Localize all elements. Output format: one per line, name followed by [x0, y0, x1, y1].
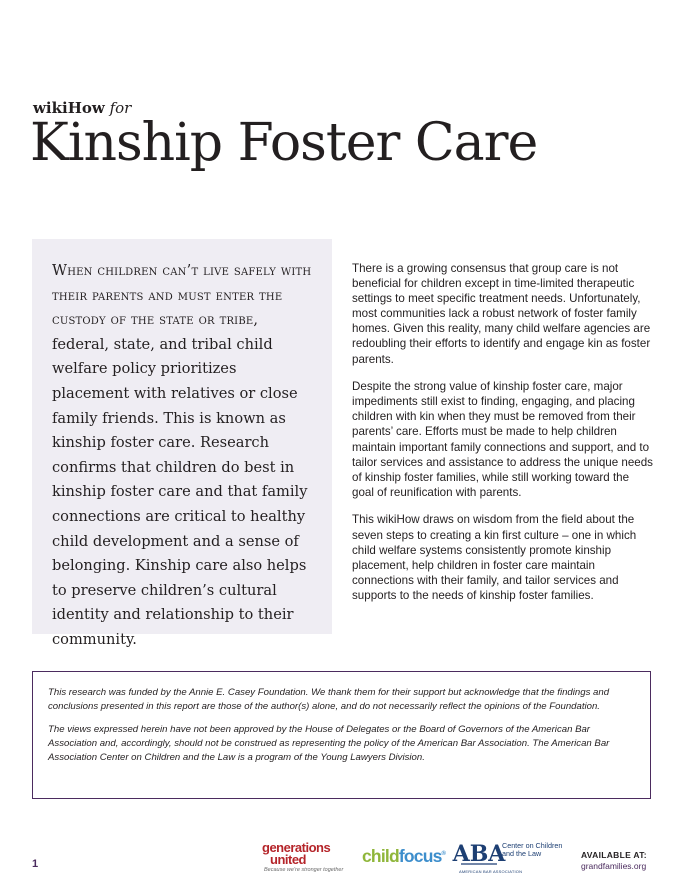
generations-united-logo [262, 842, 352, 874]
gu-tagline: Because we're stronger together [264, 867, 344, 873]
cf-child: child [362, 845, 399, 866]
page-title: Kinship Foster Care [30, 113, 538, 173]
page-number: 1 [32, 858, 39, 870]
body-paragraph-2: Despite the strong value of kinship foster care, major impediments still exist to finding, engaging, and placing children with kin when they must be removed from their parents’ care. Efforts must be made to help children maintain important family connections and support, and to tailor services and assistance to address the unique needs of kinship foster families, while still working toward the goal of reunification with parents. [352, 380, 653, 499]
funding-disclaimer-box [32, 671, 651, 799]
svg-text:ABA: ABA [452, 841, 506, 867]
aba-mark-icon [452, 838, 506, 868]
body-paragraph-1: There is a growing consensus that group care is not beneficial for children except in time-limited therapeutic settings to meet specific treatment needs. Unfortunately, most communities lack a robust network of foster family homes. Given this reality, many child welfare agencies are redoubling their efforts to identify and engage kin as foster parents. [352, 262, 651, 366]
aba-logo [452, 838, 574, 876]
body-column [352, 261, 654, 615]
for-label: for [109, 99, 132, 117]
available-at-label: AVAILABLE AT: [581, 850, 647, 860]
body-paragraph-3: This wikiHow draws on wisdom from the field about the seven steps to creating a kin first culture – one in which child welfare systems consistently promote kinship placement, help children in foster care maintain connections with their family, and tailor services and supports to the needs of kinship foster families. [352, 513, 637, 602]
disclaimer-paragraph-2: The views expressed herein have not been approved by the House of Delegates or the Board of Governors of the American Bar Association and, accordingly, should not be construed as representing the policy of the American Bar Association. The American Bar Association Center on Children and the Law is a program of the Young Lawyers Division. [48, 724, 610, 764]
childfocus-logo [362, 842, 445, 868]
cf-focus: focus [398, 845, 442, 866]
intro-callout-text [52, 259, 314, 653]
wikihow-label: wikiHow [33, 99, 105, 117]
gu-line-2: united [270, 852, 306, 867]
aba-center-name: Center on Children and the Law [502, 841, 563, 858]
intro-lead: When children can’t live safely with their parents and must enter the custody of the state or tribe [52, 262, 312, 329]
gu-line-1: generations [262, 840, 331, 855]
disclaimer-paragraph-1: This research was funded by the Annie E. Casey Foundation. We thank them for their support but acknowledge that the findings and conclusions presented in this report are those of the author(s) alone, and do not necessarily reflect the opinions of the Foundation. [48, 687, 610, 713]
availability-note [581, 850, 647, 871]
cf-registered: ® [441, 851, 446, 857]
aba-association-name: AMERICAN BAR ASSOCIATION [459, 869, 523, 874]
available-url-link[interactable]: grandfamilies.org [581, 861, 647, 871]
intro-body: , federal, state, and tribal child welfare policy prioritizes placement with relatives or close family friends. This is known as kinship foster care. Research confirms that children do best in kinship foster care and that family connections are critical to healthy child development and a sense of belonging. Kinship care also helps to preserve children’s cultural identity and relationship to their community. [52, 311, 308, 648]
